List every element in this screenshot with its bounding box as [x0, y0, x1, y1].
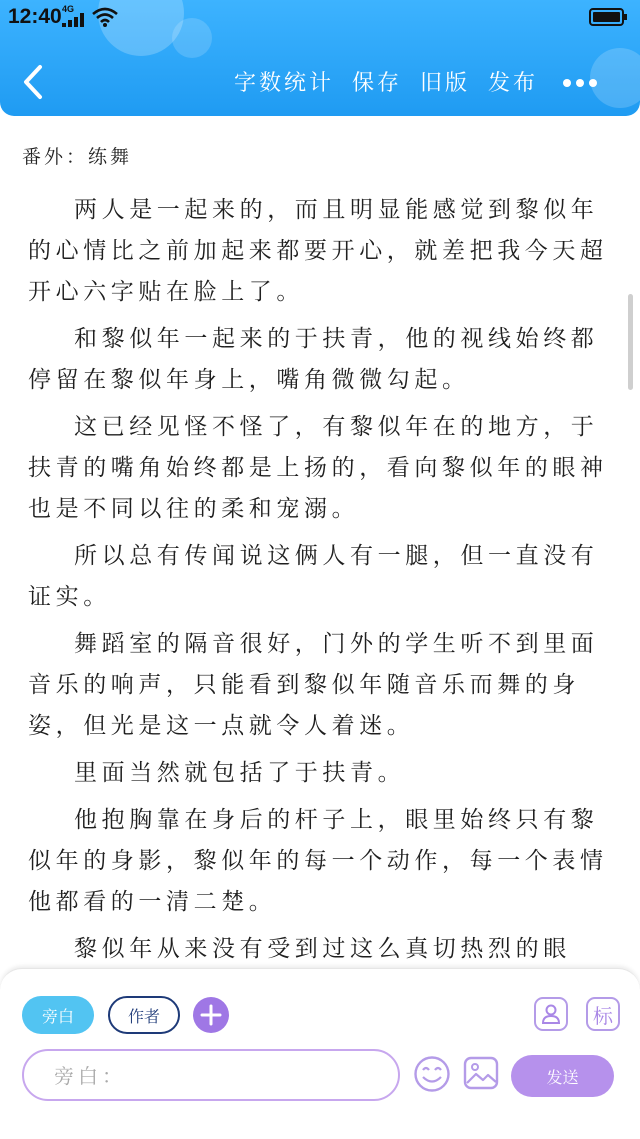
article-body[interactable] — [28, 190, 608, 968]
paragraph: 黎似年从来没有受到过这么真切热烈的眼 — [74, 936, 571, 962]
plus-icon — [193, 997, 229, 1033]
scrollbar[interactable] — [628, 294, 633, 390]
publish-button[interactable]: 发布 — [488, 71, 539, 96]
role-narrator-chip[interactable]: 旁白 — [22, 996, 94, 1034]
paragraph: 两人是一起来的，而且明显能感觉到黎似年的心情比之前加起来都要开心，就差把我今天超开心六字贴在脸上了。 — [28, 197, 608, 305]
signal-icon — [62, 13, 86, 27]
mark-button[interactable] — [586, 997, 620, 1031]
more-menu-icon[interactable] — [562, 78, 598, 88]
word-count-button[interactable]: 字数统计 — [234, 71, 335, 96]
back-arrow-icon[interactable] — [20, 64, 46, 100]
editor-content[interactable] — [0, 116, 640, 968]
person-icon — [539, 1002, 563, 1026]
paragraph: 舞蹈室的隔音很好，门外的学生听不到里面音乐的响声，只能看到黎似年随音乐而舞的身姿，但光是这一点就令人着迷。 — [28, 631, 599, 739]
status-time: 12:40 — [8, 5, 62, 28]
battery-icon — [589, 8, 629, 26]
wifi-icon — [92, 7, 118, 27]
image-icon[interactable] — [463, 1055, 499, 1091]
message-input[interactable] — [52, 1060, 386, 1092]
composer-panel — [0, 968, 640, 1139]
send-button[interactable]: 发送 — [511, 1055, 614, 1097]
network-label: 4G — [62, 4, 75, 14]
mark-label: 标 — [593, 1003, 613, 1028]
character-button[interactable] — [534, 997, 568, 1031]
message-input-wrapper — [22, 1049, 400, 1101]
old-version-button[interactable]: 旧版 — [420, 71, 471, 96]
paragraph: 这已经见怪不怪了，有黎似年在的地方，于扶青的嘴角始终都是上扬的，看向黎似年的眼神也是不同以往的柔和宠溺。 — [28, 414, 608, 522]
paragraph: 里面当然就包括了于扶青。 — [74, 760, 406, 786]
nav-bar — [0, 56, 640, 108]
paragraph: 所以总有传闻说这俩人有一腿，但一直没有证实。 — [28, 543, 599, 610]
role-author-chip[interactable]: 作者 — [108, 996, 180, 1034]
save-button[interactable]: 保存 — [352, 71, 403, 96]
chapter-title: 番外：练舞 — [22, 146, 133, 168]
status-bar — [0, 0, 640, 34]
paragraph: 他抱胸靠在身后的杆子上，眼里始终只有黎似年的身影，黎似年的每一个动作，每一个表情他都看的一清二楚。 — [28, 807, 608, 915]
add-role-button[interactable] — [193, 997, 229, 1033]
app-header — [0, 0, 640, 116]
paragraph: 和黎似年一起来的于扶青，他的视线始终都停留在黎似年身上，嘴角微微勾起。 — [28, 326, 599, 393]
emoji-icon[interactable] — [413, 1055, 451, 1093]
